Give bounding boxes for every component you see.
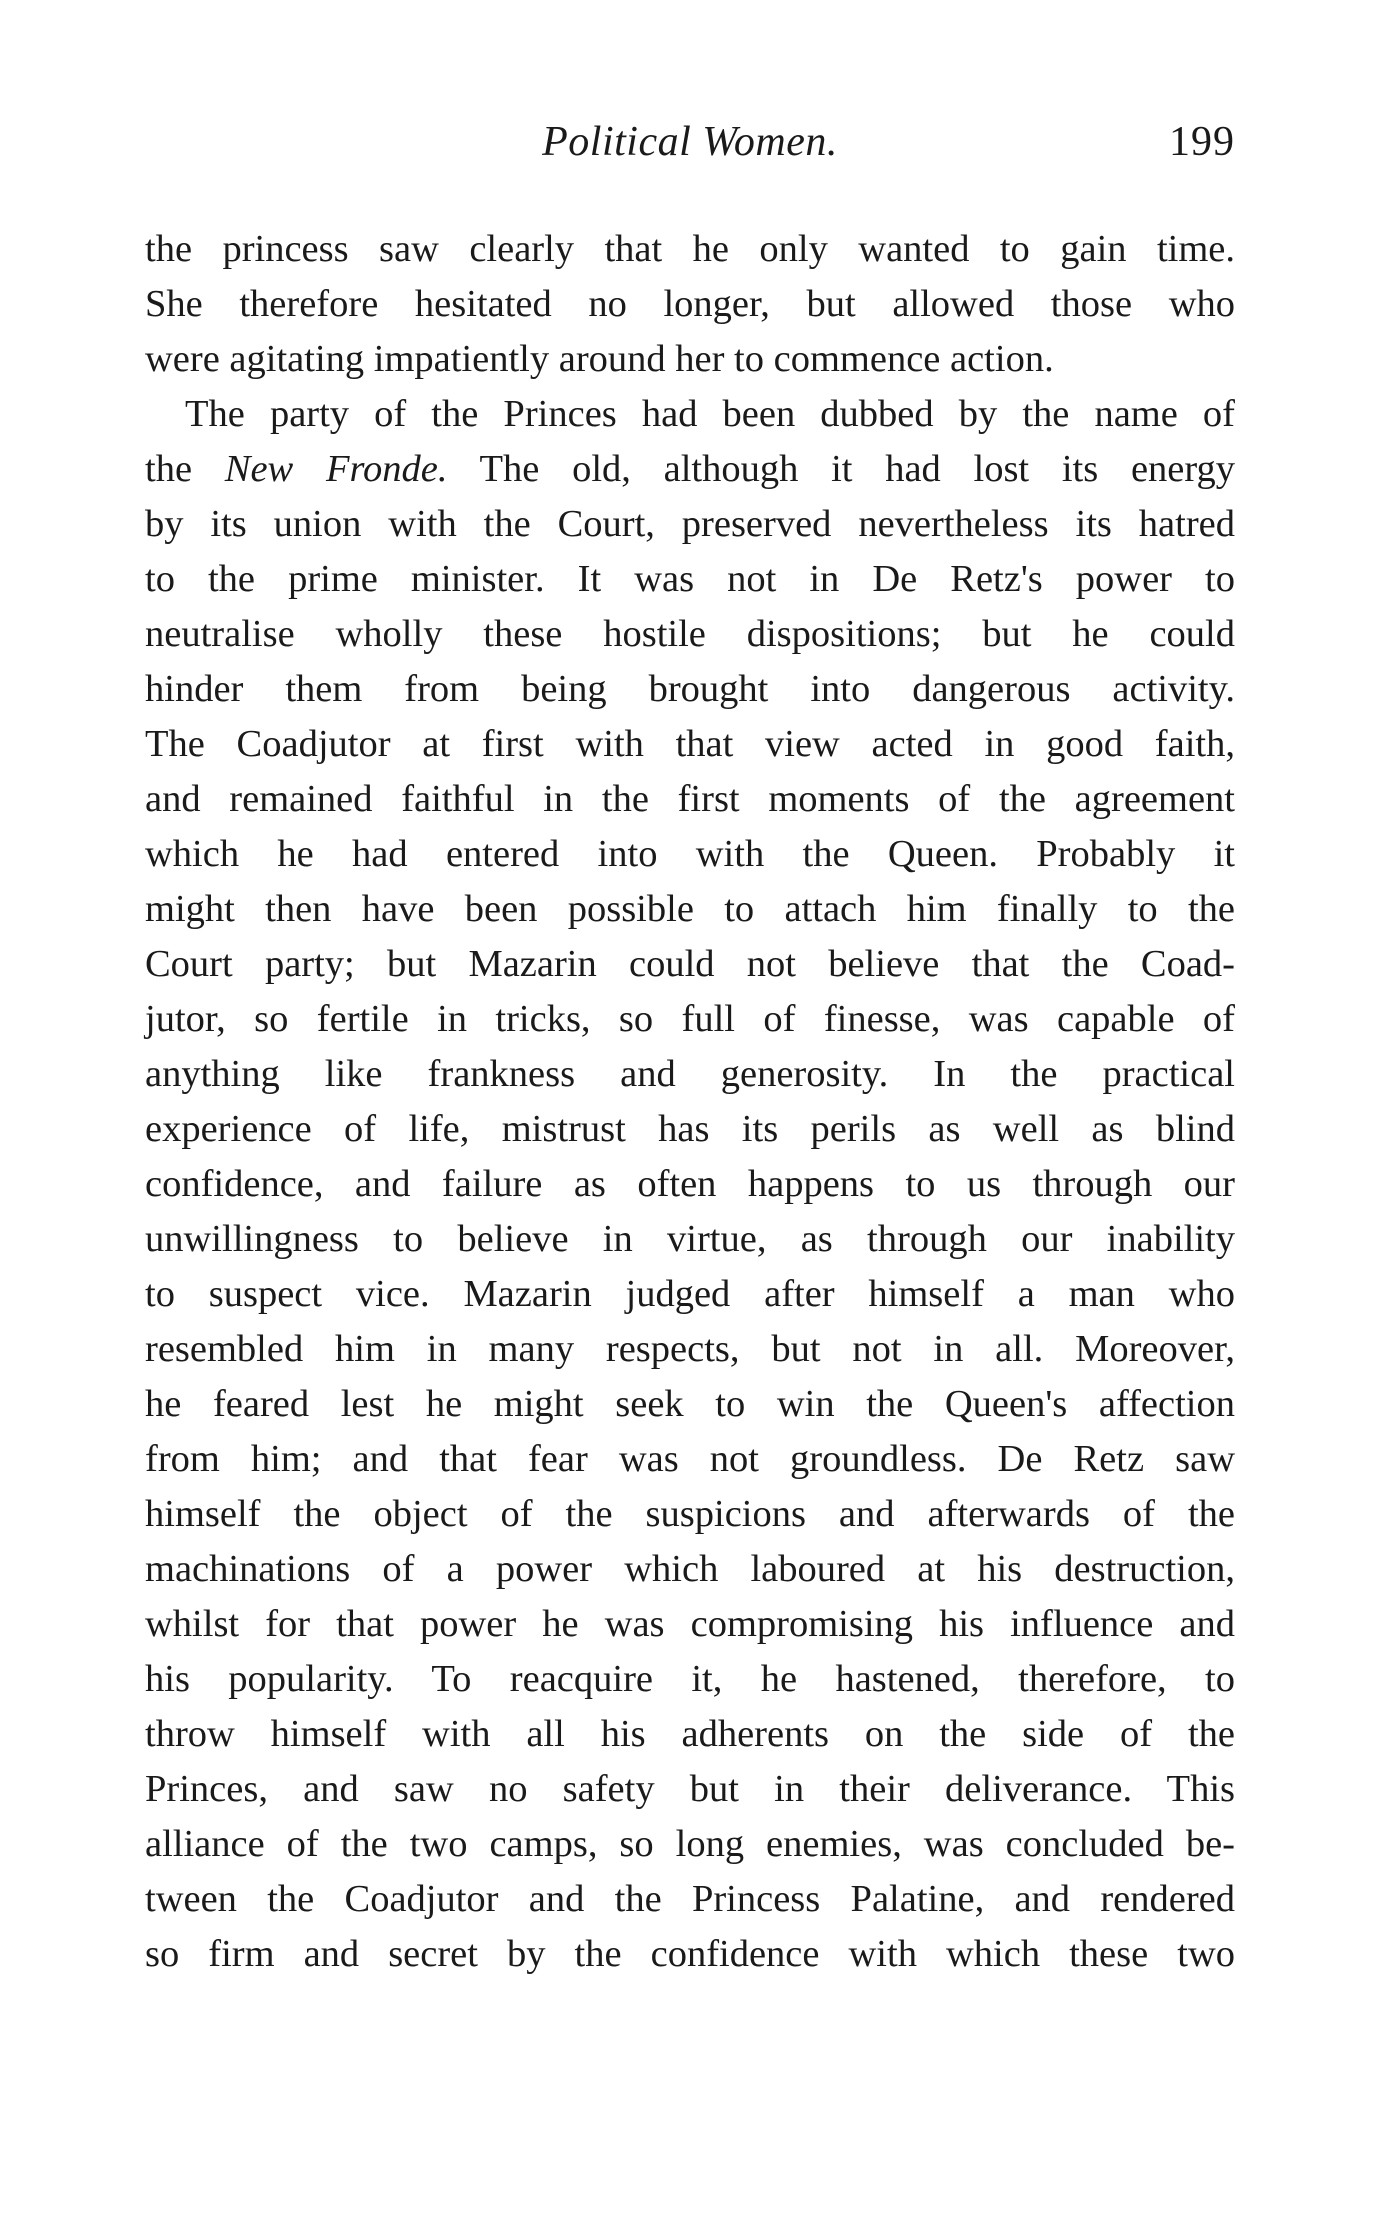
- text-fragment: the: [145, 448, 193, 490]
- text-line: might then have been possible to attach him finally to the: [145, 888, 1235, 930]
- text-line: his popularity. To reacquire it, he hastened, therefore, to: [145, 1658, 1235, 1700]
- text-line: anything like frankness and generosity. In the practical: [145, 1053, 1235, 1095]
- text-line: Princes, and saw no safety but in their deliverance. This: [145, 1768, 1235, 1810]
- text-line: The party of the Princes had been dubbed by the name of: [185, 393, 1235, 435]
- text-line: alliance of the two camps, so long enemies, was concluded be-: [145, 1823, 1235, 1865]
- text-line: neutralise wholly these hostile dispositions; but he could: [145, 613, 1235, 655]
- text-line: machinations of a power which laboured at his destruction,: [145, 1548, 1235, 1590]
- text-line-mixed: [145, 442, 1235, 497]
- body-text: [145, 222, 1235, 1982]
- text-line: so firm and secret by the confidence with which these two: [145, 1933, 1235, 1975]
- text-line: experience of life, mistrust has its perils as well as blind: [145, 1108, 1235, 1150]
- running-title: Political Women.: [542, 119, 838, 165]
- text-line: the princess saw clearly that he only wanted to gain time.: [145, 228, 1235, 270]
- text-line: whilst for that power he was compromising his influence and: [145, 1603, 1235, 1645]
- text-line: to suspect vice. Mazarin judged after himself a man who: [145, 1273, 1235, 1315]
- text-line: unwillingness to believe in virtue, as through our inability: [145, 1218, 1235, 1260]
- text-line: from him; and that fear was not groundless. De Retz saw: [145, 1438, 1235, 1480]
- text-line: throw himself with all his adherents on the side of the: [145, 1713, 1235, 1755]
- text-line: himself the object of the suspicions and afterwards of the: [145, 1493, 1235, 1535]
- text-fragment: The old, although it had lost its energy: [479, 448, 1236, 490]
- text-line: to the prime minister. It was not in De Retz's power to: [145, 558, 1235, 600]
- text-line: tween the Coadjutor and the Princess Palatine, and rendered: [145, 1878, 1235, 1920]
- text-line: hinder them from being brought into dangerous activity.: [145, 668, 1235, 710]
- text-line: he feared lest he might seek to win the Queen's affection: [145, 1383, 1235, 1425]
- text-line: were agitating impatiently around her to commence action.: [145, 338, 1054, 380]
- text-line: which he had entered into with the Queen. Probably it: [145, 833, 1235, 875]
- running-header: [145, 118, 1235, 188]
- text-line: The Coadjutor at first with that view acted in good faith,: [145, 723, 1235, 765]
- italic-term: New Fronde.: [224, 448, 448, 490]
- text-line: She therefore hesitated no longer, but allowed those who: [145, 283, 1235, 325]
- text-line: Court party; but Mazarin could not believe that the Coad-: [145, 943, 1235, 985]
- text-line: jutor, so fertile in tricks, so full of finesse, was capable of: [145, 998, 1235, 1040]
- text-line: confidence, and failure as often happens to us through our: [145, 1163, 1235, 1205]
- text-line: resembled him in many respects, but not in all. Moreover,: [145, 1328, 1235, 1370]
- text-line: by its union with the Court, preserved nevertheless its hatred: [145, 503, 1235, 545]
- page-number: 199: [1169, 119, 1235, 165]
- text-line: and remained faithful in the first moments of the agreement: [145, 778, 1235, 820]
